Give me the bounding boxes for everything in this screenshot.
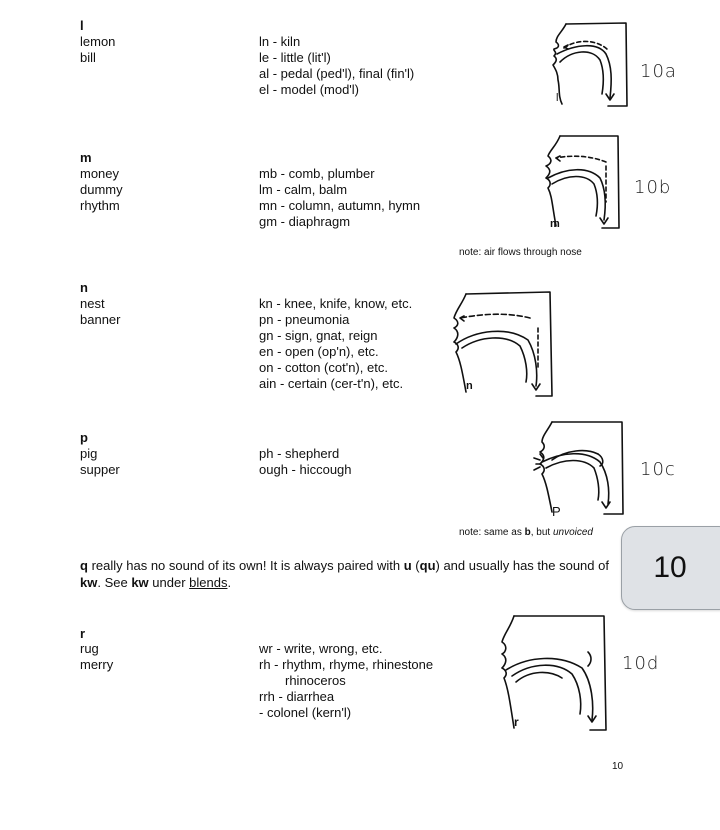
spellings-p <box>259 446 352 478</box>
section-letter-n: n <box>80 280 88 295</box>
section-letter-l: l <box>80 18 84 33</box>
diagram-label: m <box>550 218 560 230</box>
spelling-item: ough - hiccough <box>259 462 352 477</box>
spelling-item: ain - certain (cer-t'n), etc. <box>259 376 404 391</box>
mouth-diagram-p <box>530 418 626 520</box>
section-letter-m: m <box>80 150 92 165</box>
spelling-item: mb - comb, plumber <box>259 166 375 181</box>
diagram-label: l <box>556 92 559 104</box>
spelling-item: el - model (mod'l) <box>259 82 360 97</box>
blends-link: blends <box>189 575 228 590</box>
spelling-item: gn - sign, gnat, reign <box>259 328 378 343</box>
diagram-label: r <box>514 715 519 729</box>
example-words-r <box>80 641 113 673</box>
spelling-item: rrh - diarrhea <box>259 689 335 704</box>
spelling-item: al - pedal (ped'l), final (fin'l) <box>259 66 415 81</box>
u-bold: u <box>403 558 412 573</box>
example-word: bill <box>80 50 96 65</box>
example-word: rug <box>80 641 99 656</box>
kw-bold: kw <box>80 575 98 590</box>
q-text: ) and usually has the sound of <box>435 558 609 573</box>
note-unvoiced <box>459 527 593 539</box>
spelling-item: mn - column, autumn, hymn <box>259 198 421 213</box>
example-words-m <box>80 166 123 214</box>
example-word: merry <box>80 657 114 672</box>
diagram-label: n <box>466 380 473 392</box>
q-paragraph <box>80 557 620 591</box>
handwritten-note-10b: 10b <box>634 177 672 198</box>
mouth-diagram-n <box>446 288 554 400</box>
example-word: dummy <box>80 182 123 197</box>
kw-bold: kw <box>131 575 149 590</box>
example-word: money <box>80 166 120 181</box>
spellings-n <box>259 296 412 392</box>
example-word: supper <box>80 462 120 477</box>
q-text: really has no sound of its own! It is always paired with <box>87 558 404 573</box>
handwritten-note-10d: 10d <box>622 653 660 674</box>
spelling-item: le - little (lit'l) <box>259 50 331 65</box>
q-text: ( <box>411 558 420 573</box>
spelling-item: pn - pneumonia <box>259 312 350 327</box>
example-word: nest <box>80 296 105 311</box>
page-tab-number: 10 <box>653 551 687 584</box>
q-bold: q <box>80 558 88 573</box>
q-text: under <box>148 575 190 590</box>
spelling-item: ln - kiln <box>259 34 301 49</box>
spellings-l <box>259 34 414 98</box>
note-text: note: same as <box>459 527 525 538</box>
spelling-item: on - cotton (cot'n), etc. <box>259 360 388 375</box>
mouth-diagram-l <box>536 18 628 110</box>
spelling-item: wr - write, wrong, etc. <box>259 641 383 656</box>
spelling-item: rhinoceros <box>285 673 346 688</box>
mouth-diagram-m <box>526 132 622 234</box>
example-words-n <box>80 296 120 328</box>
spelling-item: en - open (op'n), etc. <box>259 344 379 359</box>
section-letter-p: p <box>80 430 88 445</box>
example-words-l <box>80 34 115 66</box>
page-number: 10 <box>612 761 624 772</box>
note-text: , but <box>530 527 553 538</box>
handwritten-note-10c: 10c <box>640 459 676 480</box>
spelling-item: gm - diaphragm <box>259 214 351 229</box>
handwritten-note-10a: 10a <box>640 61 677 82</box>
spelling-item: - colonel (kern'l) <box>259 705 352 720</box>
spelling-item: rh - rhythm, rhyme, rhinestone <box>259 657 434 672</box>
example-word: pig <box>80 446 98 461</box>
example-word: lemon <box>80 34 116 49</box>
note-bold: b <box>524 527 531 538</box>
spelling-item: kn - knee, knife, know, etc. <box>259 296 413 311</box>
spellings-r <box>259 641 433 721</box>
page-tab[interactable] <box>621 526 720 610</box>
section-letter-r: r <box>80 626 86 641</box>
spellings-m <box>259 166 420 230</box>
spelling-item: ph - shepherd <box>259 446 340 461</box>
example-word: rhythm <box>80 198 120 213</box>
q-text: . <box>227 575 232 590</box>
qu-bold: qu <box>419 558 436 573</box>
note-nasal: note: air flows through nose <box>459 247 582 258</box>
spelling-item: lm - calm, balm <box>259 182 348 197</box>
note-italic: unvoiced <box>552 527 593 538</box>
example-words-p <box>80 446 120 478</box>
q-text: . See <box>97 575 132 590</box>
mouth-diagram-r <box>496 612 608 736</box>
diagram-label: P <box>552 504 561 519</box>
example-word: banner <box>80 312 121 327</box>
